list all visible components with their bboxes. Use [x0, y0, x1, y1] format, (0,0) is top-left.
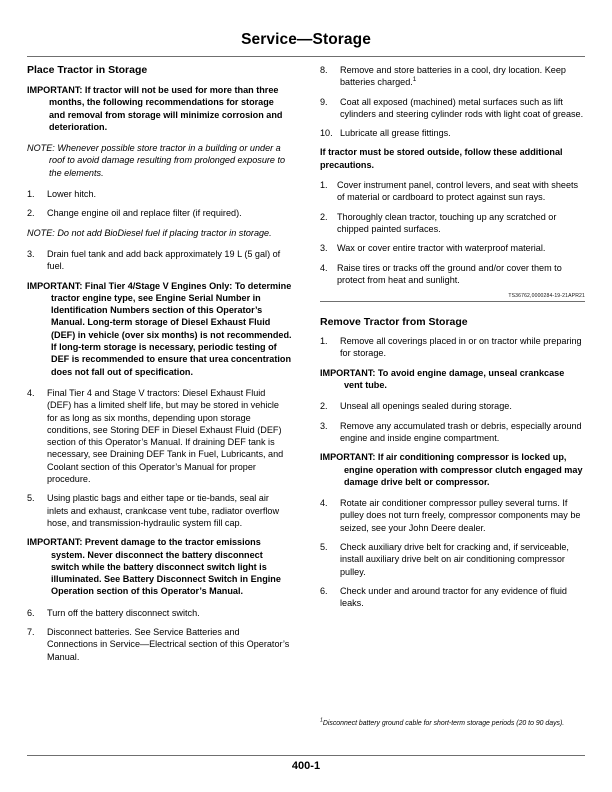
important-note-battery-disconnect: IMPORTANT: Prevent damage to the tractor emissions system. Never disconnect the battery disconnect switch while the battery disconnect switch light is illuminated. See Battery Disconnect Switch in Engine Operation section of this Operator’s Manual. — [27, 537, 281, 597]
list-item — [27, 492, 292, 529]
note-biodiesel: NOTE: Do not add BioDiesel fuel if placing tractor in storage. — [27, 227, 272, 238]
important-note-storage-duration: IMPORTANT: If tractor will not be used for more than three months, the following recommendations for storage and removal from storage will minimize corrosion and deterioration. — [27, 85, 283, 132]
list-item — [320, 497, 585, 534]
list-item-text: Final Tier 4 and Stage V tractors: Diesel Exhaust Fluid (DEF) has a limited shelf life, but may be stored in vehicle for as long as six months, depending upon storage conditions, see Storing DEF in Diesel Exhaust Fluid (DEF) section of this Operator’s Manual. If draining DEF tank is necessary, see Draining DEF Tank in Fuel, Lubricants, and Coolant section of this Operator’s Manual for proper procedure. — [47, 387, 284, 485]
footnote-number: 1 — [320, 717, 323, 724]
list-item — [320, 541, 585, 578]
list-item — [320, 335, 585, 360]
leadin-outside-storage: If tractor must be stored outside, follow these additional precautions. — [320, 147, 563, 170]
list-item-number: 5. — [320, 542, 328, 553]
list-item-text: Lubricate all grease fittings. — [340, 128, 451, 139]
reference-code: TS36762,0000284-19-21APR21 — [508, 293, 585, 300]
header-divider — [27, 56, 585, 57]
footer-divider — [27, 755, 585, 756]
list-item — [320, 262, 585, 287]
list-item-number: 6. — [320, 585, 328, 596]
list-item — [27, 387, 292, 485]
list-item — [320, 64, 585, 89]
list-item-number: 1. — [320, 180, 328, 191]
list-item-number: 10. — [320, 128, 333, 139]
list-item — [320, 242, 585, 254]
list-item-number: 2. — [27, 208, 35, 219]
list-item — [320, 585, 585, 610]
list-item-number: 3. — [320, 420, 328, 431]
list-item-text: Coat all exposed (machined) metal surfaces such as lift cylinders and steering cylinder rods with light coat of grease. — [340, 96, 584, 119]
list-item — [27, 188, 292, 200]
list-item — [320, 420, 585, 445]
list-item-text: Thoroughly clean tractor, touching up any scratched or chipped painted surfaces. — [337, 211, 557, 234]
section-heading-remove-tractor-from-storage: Remove Tractor from Storage — [320, 316, 468, 329]
list-item — [320, 400, 585, 412]
important-note-crankcase-vent: IMPORTANT: To avoid engine damage, unseal crankcase vent tube. — [320, 367, 565, 391]
list-item-number: 4. — [27, 387, 35, 398]
list-item-number: 2. — [320, 211, 328, 222]
list-item-number: 4. — [320, 262, 328, 273]
footnote — [320, 719, 585, 728]
section-divider — [320, 301, 585, 302]
list-item-number: 7. — [27, 626, 35, 637]
important-note-ac-compressor: IMPORTANT: If air conditioning compressor is locked up, engine operation with compressor clutch engaged may damage drive belt or compressor. — [320, 452, 583, 487]
list-item-number: 4. — [320, 498, 328, 509]
list-item-text: Check auxiliary drive belt for cracking and, if serviceable, install auxiliary drive belt on air conditioning compressor pulley. — [340, 542, 569, 577]
footnote-marker: 1 — [412, 76, 417, 84]
list-item — [27, 607, 292, 619]
list-item-text: Cover instrument panel, control levers, and seat with sheets of material or cardboard to protect against sun rays. — [337, 180, 579, 203]
list-item-text: Drain fuel tank and add back approximately 19 L (5 gal) of fuel. — [47, 248, 281, 272]
page-header — [27, 31, 585, 49]
list-item-text: Disconnect batteries. See Service Batteries and Connections in Service—Electrical section of this Operator’s Manual. — [47, 626, 290, 662]
list-item — [320, 96, 585, 121]
left-column — [27, 64, 292, 670]
list-item-text: Remove any accumulated trash or debris, especially around engine and inside engine compartment. — [340, 420, 582, 443]
list-item-text: Check under and around tractor for any evidence of fluid leaks. — [340, 585, 567, 609]
page-title: Service—Storage — [241, 31, 371, 48]
list-item-number: 3. — [27, 248, 35, 259]
list-item-text: Rotate air conditioner compressor pulley several turns. If pulley does not turn freely, compressor components may be seized, see your John Deere dealer. — [340, 498, 581, 533]
list-item-body: Remove and store batteries in a cool, dry location. Keep batteries charged. — [340, 65, 566, 88]
list-item — [320, 179, 585, 204]
list-item — [27, 207, 292, 219]
list-item-text: Unseal all openings sealed during storage. — [340, 401, 512, 412]
list-item-number: 6. — [27, 607, 35, 618]
list-item-number: 9. — [320, 96, 328, 107]
section-heading-place-tractor-in-storage: Place Tractor in Storage — [27, 64, 148, 76]
important-note-def-storage: IMPORTANT: Final Tier 4/Stage V Engines Only: To determine tractor engine type, see Engine Serial Number in Identification Numbers section of this Operator’s Manual. Long-term storage of Diesel Exhaust Fluid (DEF) in vehicle (over six months) is not recommended. If long-term storage is necessary, periodic testing of DEF is recommended to ensure that urea concentration does not fall out of specification. — [27, 280, 292, 377]
list-item-text: Turn off the battery disconnect switch. — [47, 607, 200, 618]
list-item-text — [340, 64, 585, 89]
list-item — [320, 211, 585, 236]
list-item-number: 1. — [320, 336, 328, 347]
list-item-text: Wax or cover entire tractor with waterproof material. — [337, 243, 546, 254]
list-item-number: 8. — [320, 65, 328, 75]
list-item-number: 2. — [320, 401, 328, 412]
list-item — [27, 248, 292, 273]
page-number: 400-1 — [291, 760, 321, 772]
right-column — [320, 64, 585, 617]
footnote-text: Disconnect battery ground cable for short-term storage periods (20 to 90 days). — [322, 720, 565, 727]
note-store-indoors: NOTE: Whenever possible store tractor in a building or under a roof to avoid damage resulting from prolonged exposure to the elements. — [27, 143, 286, 178]
list-item-number: 3. — [320, 243, 328, 254]
list-item-text: Raise tires or tracks off the ground and/or cover them to protect from heat and sunlight. — [337, 262, 562, 285]
list-item-number: 1. — [27, 189, 35, 200]
list-item — [320, 127, 585, 139]
list-item-text: Change engine oil and replace filter (if required). — [47, 208, 242, 219]
footnote-area — [320, 719, 585, 728]
list-item-text: Remove all coverings placed in or on tractor while preparing for storage. — [340, 336, 582, 359]
list-item-text: Lower hitch. — [47, 189, 97, 200]
list-item — [27, 626, 292, 663]
list-item-number: 5. — [27, 493, 35, 504]
list-item-text: Using plastic bags and either tape or tie-bands, seal air inlets and exhaust, crankcase vent tube, radiator overflow hose, and transmission-hydraulic system fill cap. — [47, 493, 280, 528]
